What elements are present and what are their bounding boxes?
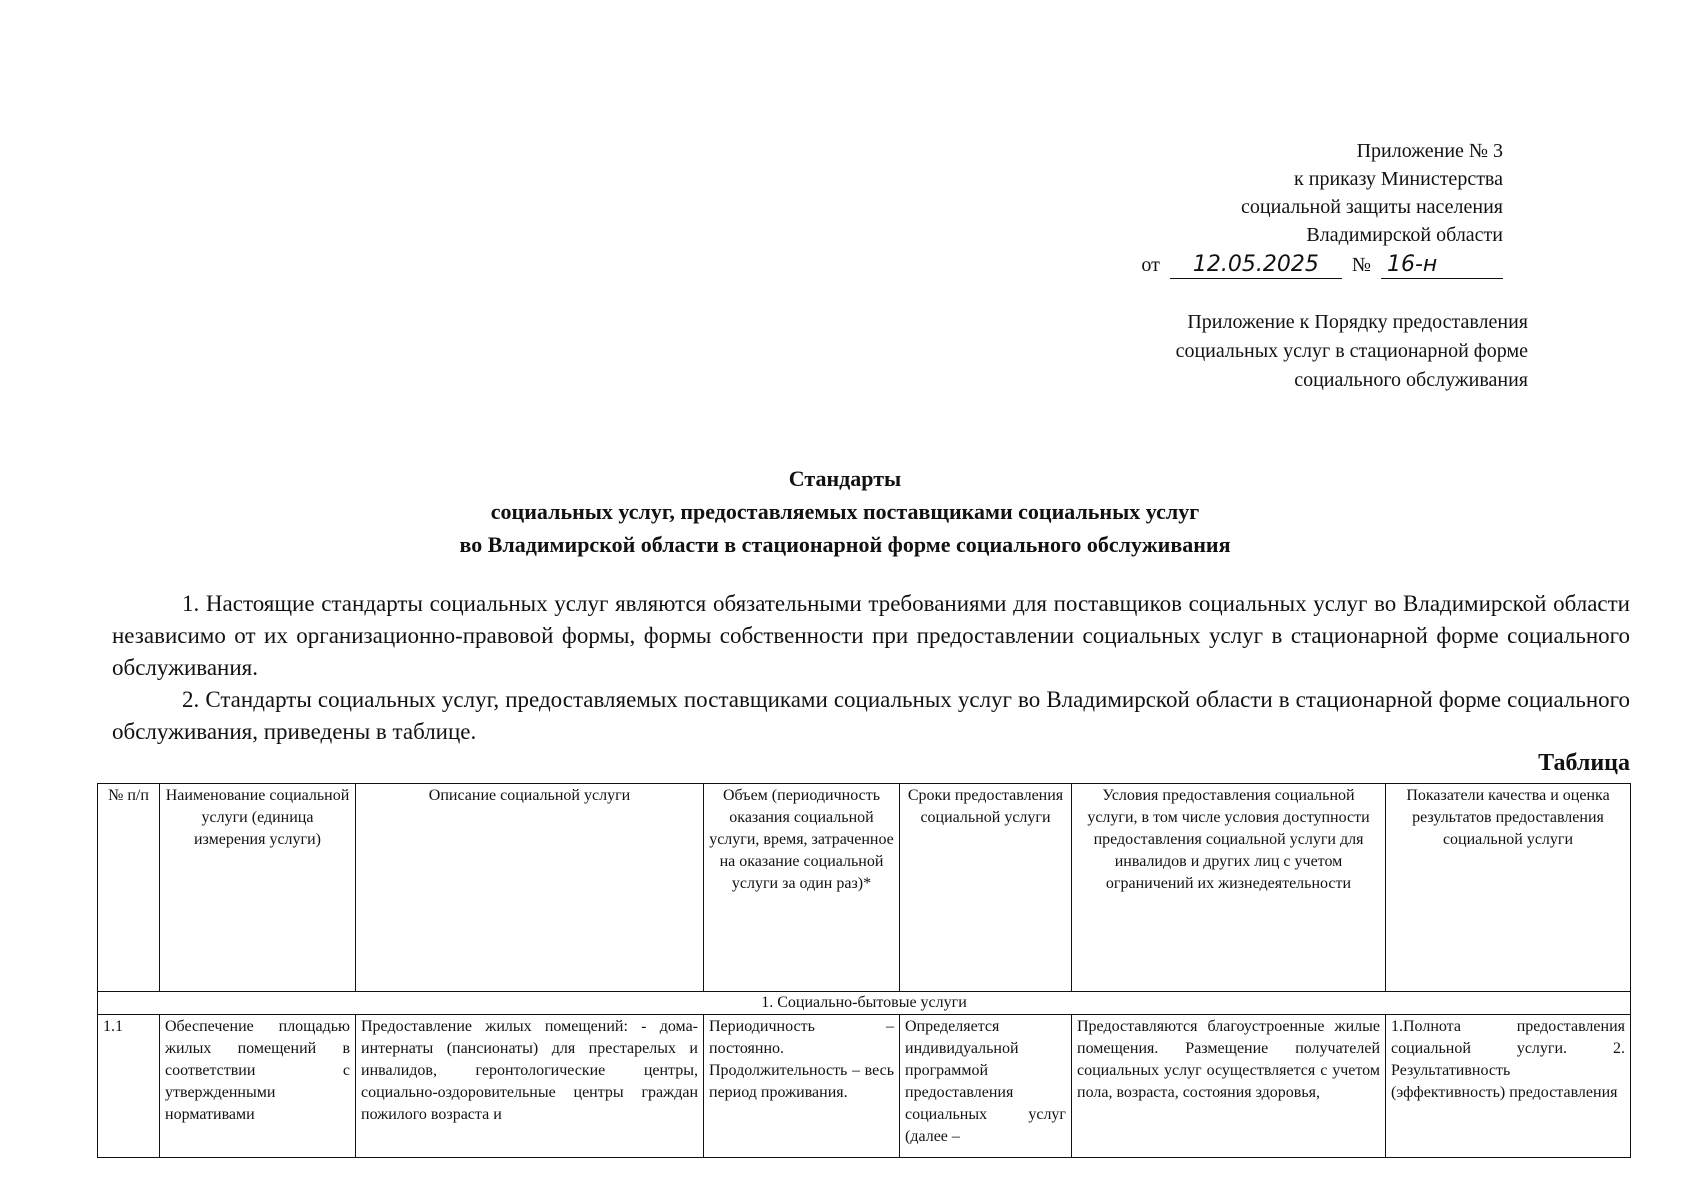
- cell-name: Обеспечение площадью жилых помещений в соответствии с утвержденными нормативами: [160, 1015, 356, 1158]
- paragraph-2: 2. Стандарты социальных услуг, предоставляемых поставщиками социальных услуг во Владимирской области в стационарной форме социального обслуживания, приведены в таблице.: [112, 687, 1630, 744]
- number-label: №: [1351, 254, 1371, 276]
- header-quality: Показатели качества и оценка результатов предоставления социальной услуги: [1386, 784, 1631, 992]
- appendix2-line: социальных услуг в стационарной форме: [1175, 340, 1528, 362]
- cell-quality: 1.Полнота предоставления социальной услуги. 2. Результативность (эффективность) предоставления: [1386, 1015, 1631, 1158]
- section-row: [98, 992, 1631, 1015]
- header-description: Описание социальной услуги: [356, 784, 704, 992]
- order-date-line: [1141, 251, 1503, 279]
- appendix-line: социальной защиты населения: [1241, 196, 1503, 218]
- body-text: [112, 588, 1630, 748]
- appendix-line: Приложение № 3: [1356, 140, 1503, 162]
- title-line: социальных услуг, предоставляемых поставщиками социальных услуг: [490, 499, 1200, 524]
- appendix-header: [1141, 137, 1503, 279]
- document-title: [0, 462, 1690, 561]
- paragraph-1: 1. Настоящие стандарты социальных услуг являются обязательными требованиями для поставщиков социальных услуг во Владимирской области независимо от их организационно-правовой формы, формы собственности при предоставлении социальных услуг в стационарной форме социального обслуживания.: [112, 591, 1630, 680]
- from-label: от: [1141, 254, 1160, 276]
- standards-table: [97, 783, 1631, 1158]
- table-header-row: [98, 784, 1631, 992]
- header-volume: Объем (периодичность оказания социальной услуги, время, затраченное на оказание социальной услуги за один раз)*: [704, 784, 900, 992]
- appendix2-line: социального обслуживания: [1294, 369, 1528, 391]
- procedure-appendix-header: [1176, 308, 1528, 395]
- appendix-line: Владимирской области: [1306, 224, 1503, 246]
- appendix-line: к приказу Министерства: [1294, 168, 1503, 190]
- header-terms: Сроки предоставления социальной услуги: [900, 784, 1072, 992]
- table-label: Таблица: [1538, 750, 1630, 776]
- cell-description: Предоставление жилых помещений: - дома-интернаты (пансионаты) для престарелых и инвалидов, геронтологические центры, социально-оздоровительные центры граждан пожилого возраста и: [356, 1015, 704, 1158]
- section-title: 1. Социально-бытовые услуги: [98, 992, 1631, 1015]
- title-line: во Владимирской области в стационарной форме социального обслуживания: [459, 532, 1231, 557]
- handwritten-number: 16-н: [1381, 252, 1503, 279]
- cell-volume: Периодичность – постоянно. Продолжительность – весь период проживания.: [704, 1015, 900, 1158]
- cell-terms: Определяется индивидуальной программой предоставления социальных услуг (далее –: [900, 1015, 1072, 1158]
- cell-conditions: Предоставляются благоустроенные жилые помещения. Размещение получателей социальных услуг осуществляется с учетом пола, возраста, состояния здоровья,: [1072, 1015, 1386, 1158]
- cell-num: 1.1: [98, 1015, 160, 1158]
- header-name: Наименование социальной услуги (единица измерения услуги): [160, 784, 356, 992]
- appendix2-line: Приложение к Порядку предоставления: [1187, 311, 1528, 333]
- table-row: [98, 1015, 1631, 1158]
- header-conditions: Условия предоставления социальной услуги, в том числе условия доступности предоставления социальной услуги для инвалидов и других лиц с учетом ограничений их жизнедеятельности: [1072, 784, 1386, 992]
- title-line: Стандарты: [788, 466, 902, 491]
- header-num: № п/п: [98, 784, 160, 992]
- handwritten-date: 12.05.2025: [1170, 252, 1342, 279]
